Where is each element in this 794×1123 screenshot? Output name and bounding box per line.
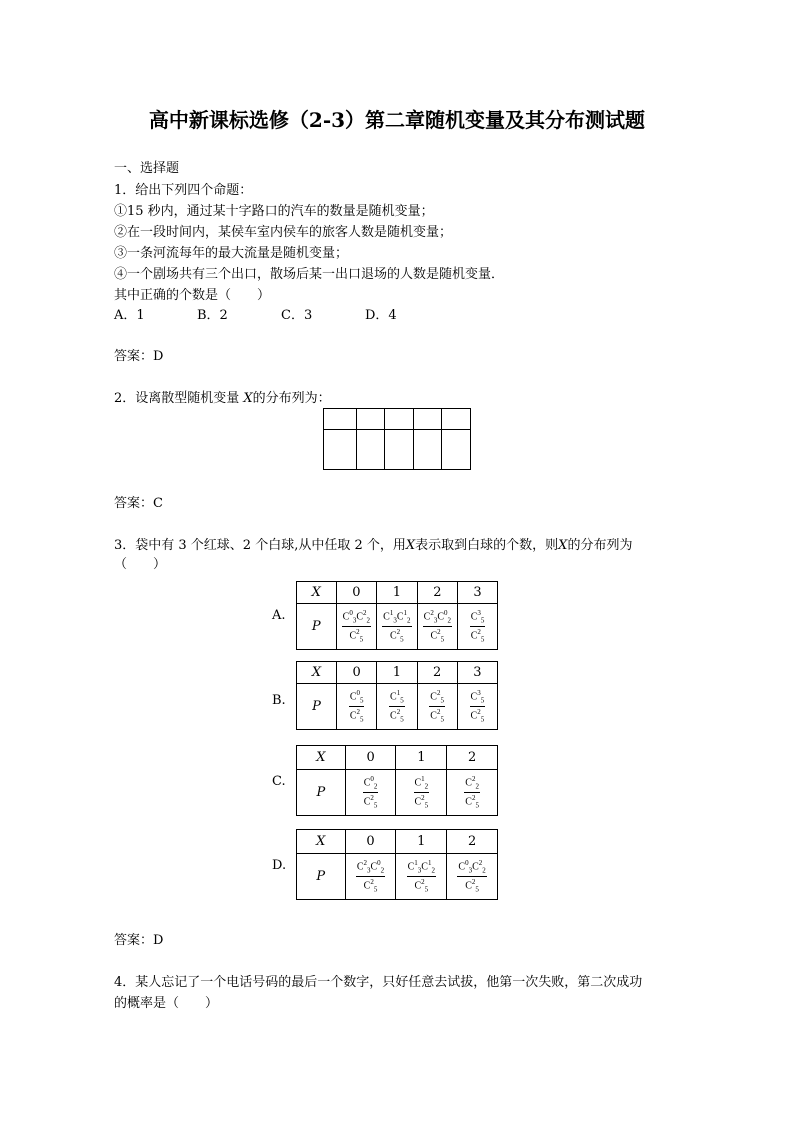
formula-cell: $\frac{C^2_2}{C^2_5}$ xyxy=(447,770,498,816)
table-cell xyxy=(442,430,471,470)
table-cell xyxy=(356,430,385,470)
q1-option-b: B．2 xyxy=(197,308,228,323)
table-cell: 3 xyxy=(458,582,498,604)
q3-option-b-label: B. xyxy=(272,693,286,708)
formula-cell: $\frac{C^1_3C^1_2}{C^2_5}$ xyxy=(396,854,447,900)
table-cell: 2 xyxy=(447,830,498,854)
table-cell xyxy=(324,409,357,430)
table-cell xyxy=(413,430,442,470)
table-cell: 2 xyxy=(417,582,458,604)
q1-stem: 1．给出下列四个命题： xyxy=(114,183,253,198)
q2-stem-pre: 2．设离散型随机变量 xyxy=(114,391,244,406)
row-header-x: X xyxy=(297,582,337,604)
q1-option-a: A．1 xyxy=(114,308,145,323)
q1-ask: 其中正确的个数是（ ） xyxy=(114,288,271,303)
table-cell: 1 xyxy=(377,582,418,604)
table-cell: 2 xyxy=(447,746,498,770)
table-cell xyxy=(385,409,414,430)
q3-var: X xyxy=(558,538,568,553)
q3-stem xyxy=(114,537,632,555)
q3-stem-a: 3．袋中有 3 个红球、2 个白球,从中任取 2 个，用 xyxy=(114,538,406,553)
formula-cell: $\frac{C^1_3C^1_2}{C^2_5}$ xyxy=(377,604,418,650)
q2-stem-var: X xyxy=(243,391,253,406)
table-cell: 3 xyxy=(457,662,497,684)
row-header-p: P xyxy=(297,770,346,816)
q2-empty-table xyxy=(323,408,471,470)
row-header-p: P xyxy=(297,604,337,650)
q1-item: ④一个剧场共有三个出口，散场后某一出口退场的人数是随机变量． xyxy=(114,267,505,282)
formula-cell: $\frac{C^0_5}{C^2_5}$ xyxy=(337,684,377,730)
q1-item: ③一条河流每年的最大流量是随机变量； xyxy=(114,246,349,261)
q3-answer: 答案：D xyxy=(114,933,164,948)
formula-cell: $\frac{C^0_3C^2_2}{C^2_5}$ xyxy=(336,604,377,650)
row-header-x: X xyxy=(297,662,337,684)
formula-cell: $\frac{C^1_5}{C^2_5}$ xyxy=(377,684,417,730)
formula-cell: $\frac{C^1_2}{C^2_5}$ xyxy=(396,770,447,816)
formula-cell: $\frac{C^3_5}{C^2_5}$ xyxy=(458,604,498,650)
table-cell xyxy=(324,430,357,470)
q3-stem-c: 的分布列为 xyxy=(567,538,633,553)
formula-cell: $\frac{C^2_3C^0_2}{C^2_5}$ xyxy=(345,854,396,900)
table-cell: 0 xyxy=(336,582,377,604)
q3-option-d-label: D. xyxy=(272,858,287,873)
formula-cell: $\frac{C^2_5}{C^2_5}$ xyxy=(417,684,457,730)
q3-option-a-label: A. xyxy=(272,608,286,623)
q1-answer: 答案：D xyxy=(114,349,164,364)
q1-item: ①15 秒内，通过某十字路口的汽车的数量是随机变量； xyxy=(114,204,434,219)
row-header-p: P xyxy=(297,854,346,900)
table-cell: 0 xyxy=(337,662,377,684)
q3-option-c-label: C. xyxy=(272,774,286,789)
row-header-x: X xyxy=(297,746,346,770)
row-header-x: X xyxy=(297,830,346,854)
table-cell: 1 xyxy=(377,662,417,684)
q3-option-d-table xyxy=(296,829,498,900)
table-cell xyxy=(413,409,442,430)
formula-cell: $\frac{C^3_5}{C^2_5}$ xyxy=(457,684,497,730)
table-cell xyxy=(442,409,471,430)
q1-item: ②在一段时间内，某侯车室内侯车的旅客人数是随机变量； xyxy=(114,225,453,240)
q3-option-c-table xyxy=(296,745,498,816)
table-cell: 1 xyxy=(396,746,447,770)
q3-var: X xyxy=(405,538,416,553)
formula-cell: $\frac{C^0_3C^2_2}{C^2_5}$ xyxy=(447,854,498,900)
table-cell xyxy=(385,430,414,470)
q4-line1: 4．某人忘记了一个电话号码的最后一个数字，只好任意去试拔，他第一次失败，第二次成功 xyxy=(114,975,643,990)
q3-option-b-table xyxy=(296,661,498,730)
page-title: 高中新课标选修（2-3）第二章随机变量及其分布测试题 xyxy=(148,108,646,132)
q4-line2: 的概率是（ ） xyxy=(114,996,219,1011)
q2-answer: 答案：C xyxy=(114,496,163,511)
q3-option-a-table xyxy=(296,581,498,650)
table-cell xyxy=(356,409,385,430)
table-cell: 2 xyxy=(417,662,457,684)
table-cell: 0 xyxy=(345,830,396,854)
q2-stem xyxy=(114,390,331,408)
row-header-p: P xyxy=(297,684,337,730)
q1-option-c: C．3 xyxy=(281,308,313,323)
section-heading: 一、选择题 xyxy=(114,161,180,176)
table-cell: 1 xyxy=(396,830,447,854)
q2-stem-post: 的分布列为： xyxy=(252,391,331,406)
q3-stem-b: 表示取到白球的个数，则 xyxy=(415,538,559,553)
formula-cell: $\frac{C^2_3C^0_2}{C^2_5}$ xyxy=(417,604,458,650)
table-cell: 0 xyxy=(345,746,396,770)
q3-paren: （ ） xyxy=(114,557,167,572)
formula-cell: $\frac{C^0_2}{C^2_5}$ xyxy=(345,770,396,816)
q1-option-d: D．4 xyxy=(365,308,397,323)
